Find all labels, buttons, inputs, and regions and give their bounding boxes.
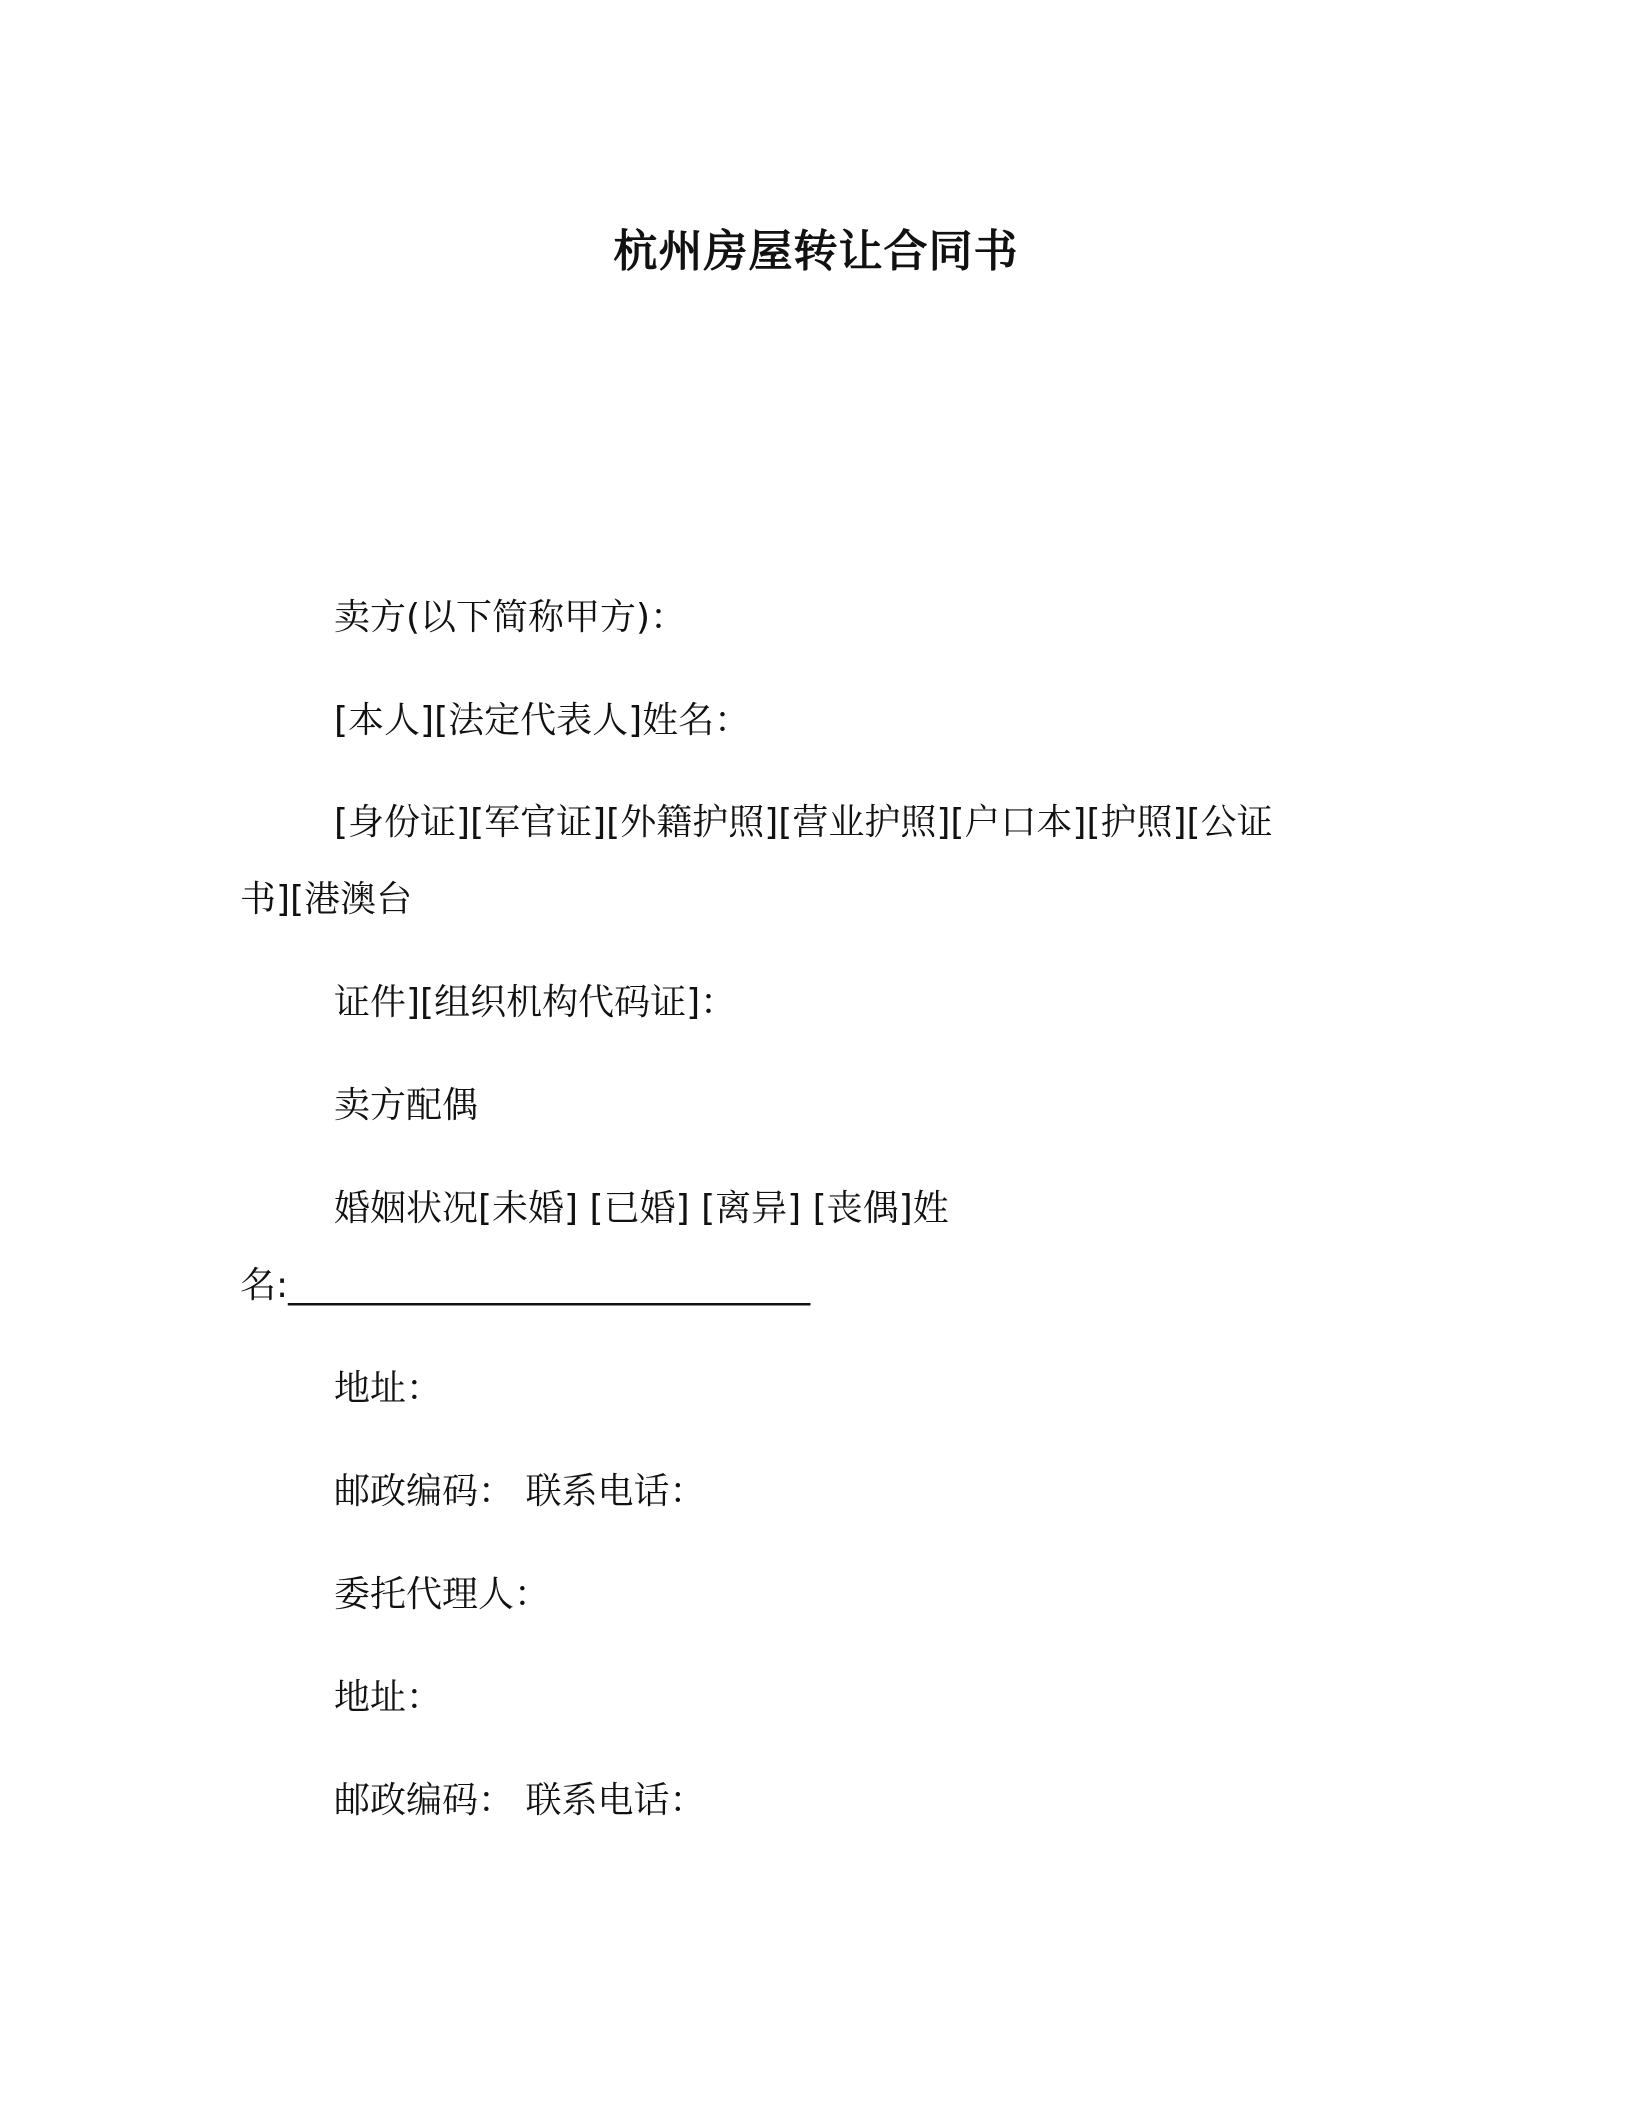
agent-heading: 委托代理人： — [334, 1574, 551, 1615]
seller-address-line: 地址： — [334, 1368, 443, 1409]
id-types-line: [身份证][军官证][外籍护照][营业护照][户口本][护照][公证 — [334, 802, 1273, 843]
seller-spouse-heading: 卖方配偶 — [334, 1085, 479, 1126]
spouse-name-line: 名:_____________________________ — [240, 1265, 811, 1306]
agent-postcode-phone-line: 邮政编码： 联系电话： — [334, 1780, 706, 1821]
id-types-line-continued: 书][港澳台 — [240, 879, 413, 920]
seller-name-line: [本人][法定代表人]姓名： — [334, 700, 751, 741]
document-title: 杭州房屋转让合同书 — [613, 226, 1019, 277]
seller-heading: 卖方(以下简称甲方)： — [334, 597, 687, 638]
id-types-line-end: 证件][组织机构代码证]： — [334, 982, 737, 1023]
marital-status-line: 婚姻状况[未婚] [已婚] [离异] [丧偶]姓 — [334, 1188, 949, 1229]
agent-address-line: 地址： — [334, 1677, 443, 1718]
seller-postcode-phone-line: 邮政编码： 联系电话： — [334, 1471, 706, 1512]
